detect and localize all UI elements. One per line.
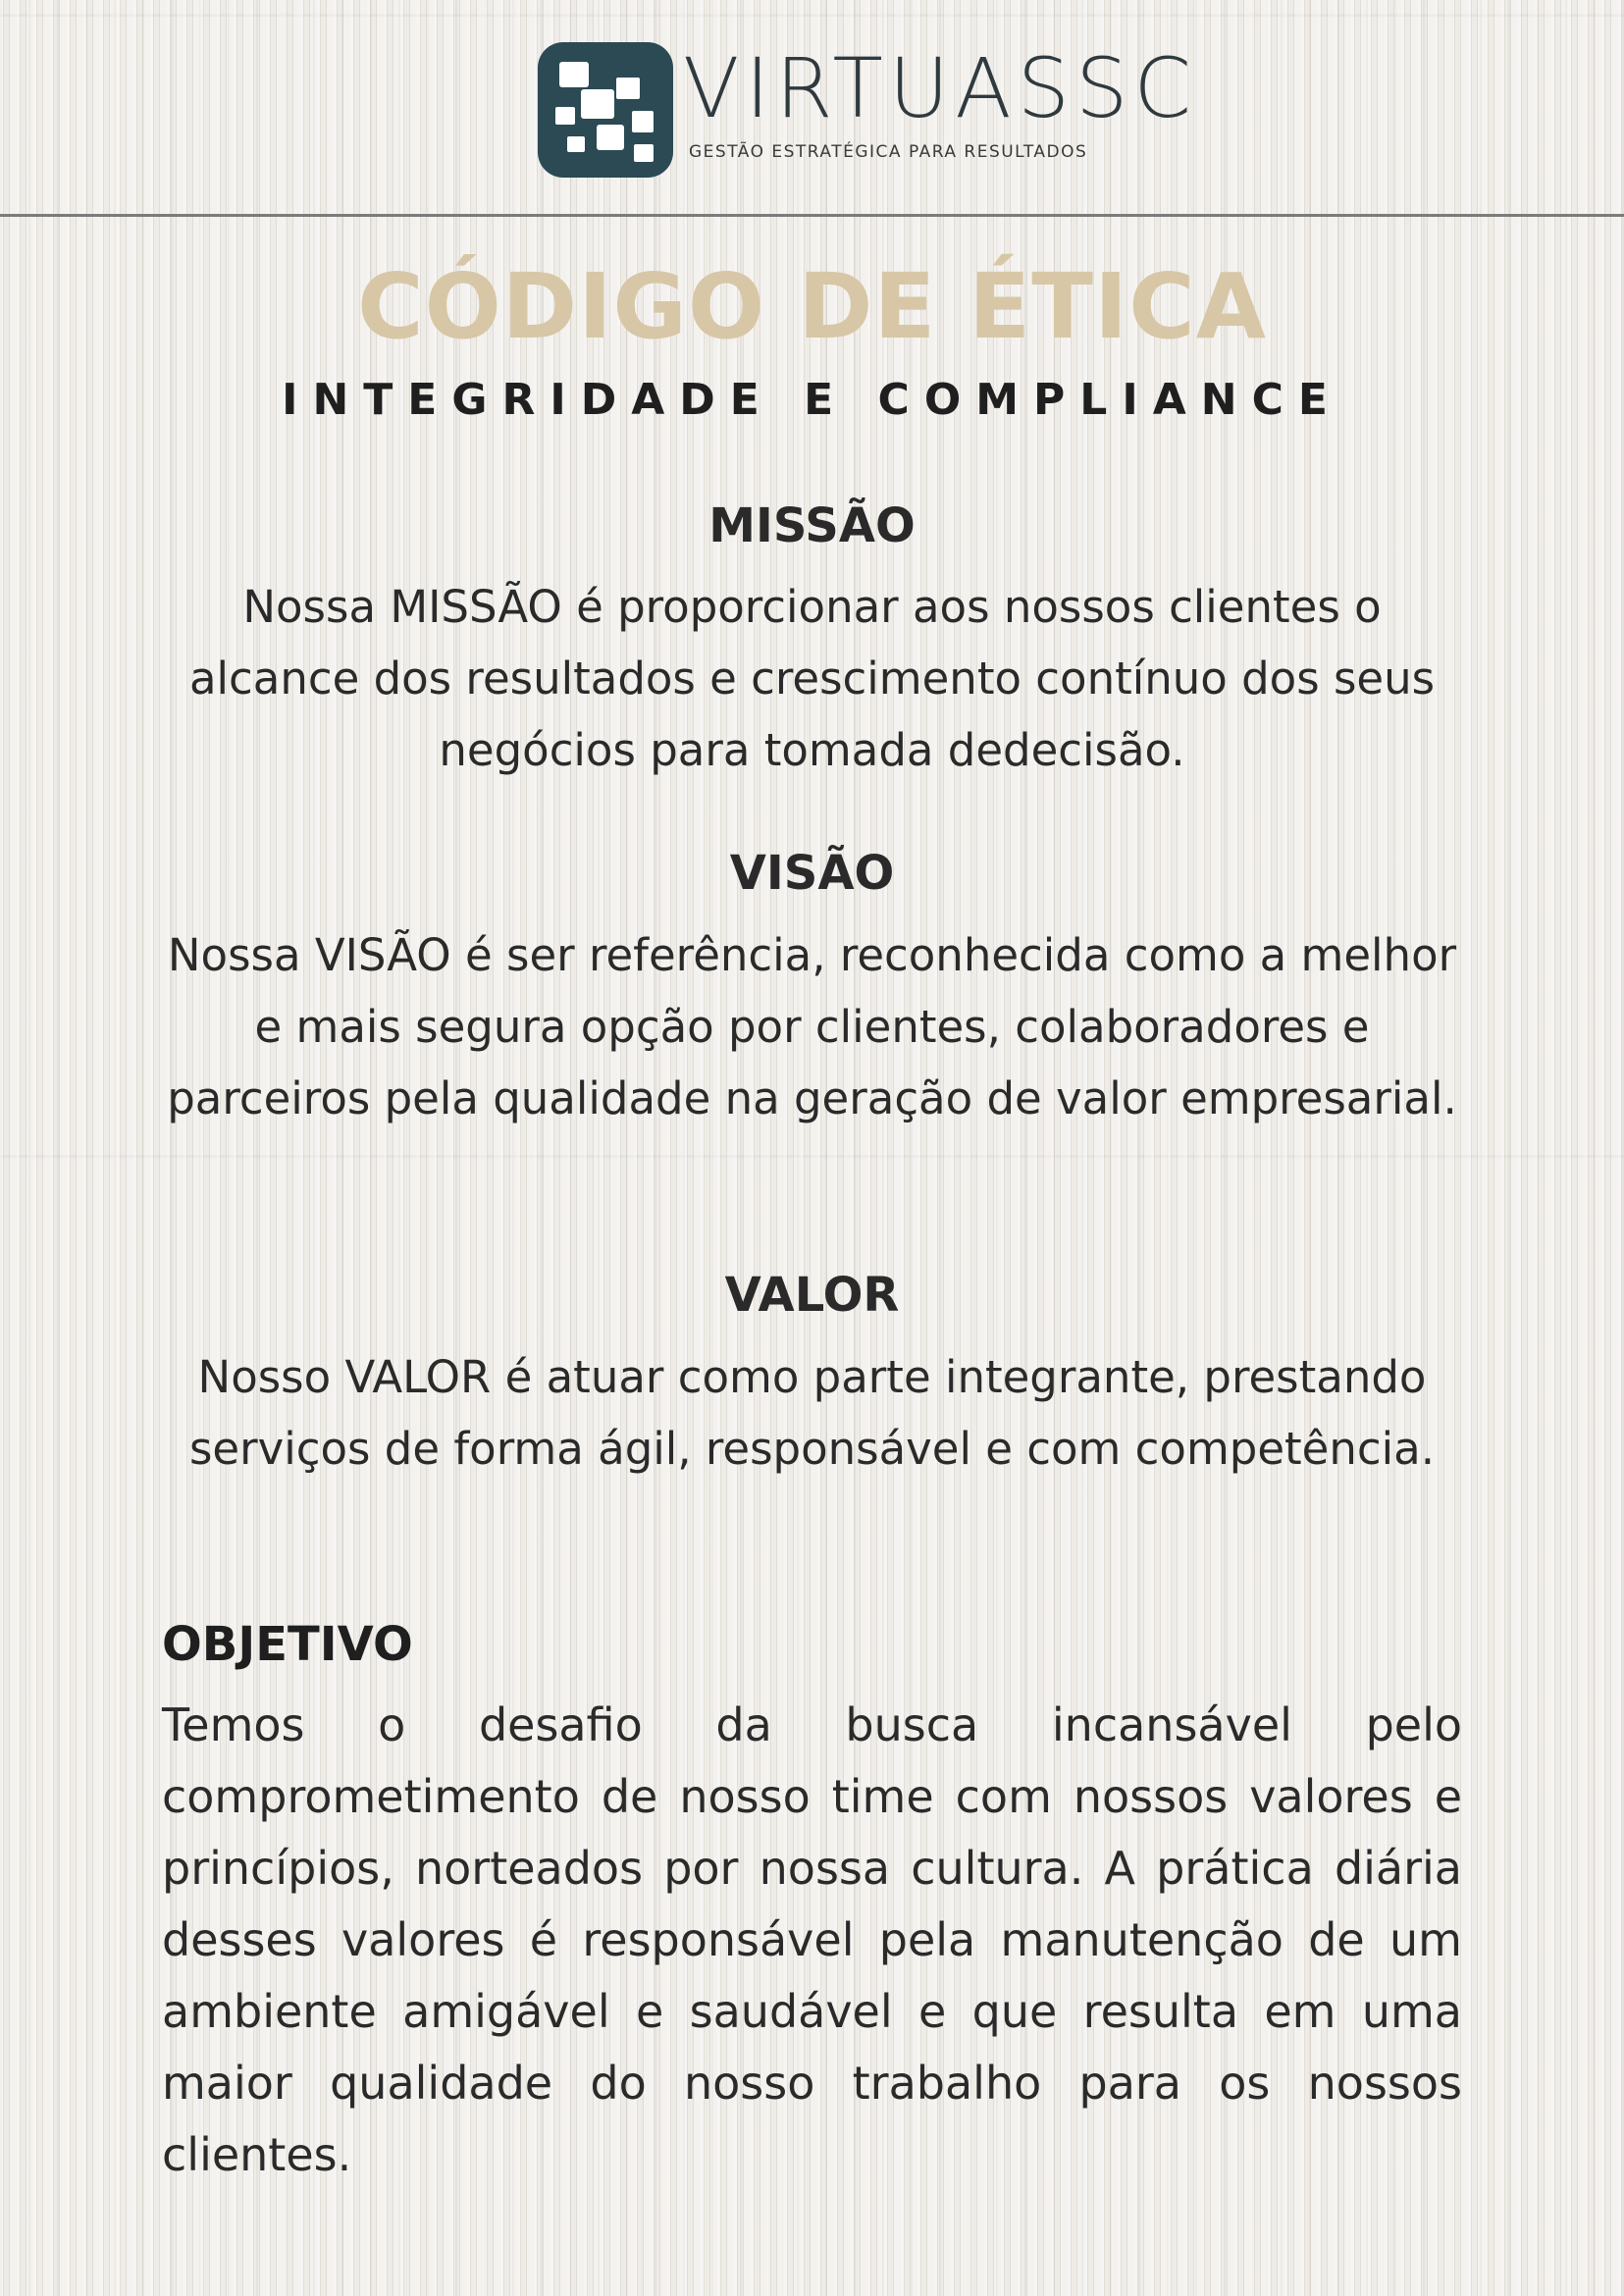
section-body-missao: Nossa MISSÃO é proporcionar aos nossos clientes o alcance dos resultados e crescimento contínuo dos seus negócios para tomada dedecisão. bbox=[188, 581, 1436, 776]
section-heading-visao: VISÃO bbox=[729, 846, 895, 901]
section-heading-objetivo: OBJETIVO bbox=[162, 1617, 413, 1672]
section-heading-valor: VALOR bbox=[724, 1268, 900, 1323]
section-heading-missao: MISSÃO bbox=[708, 498, 916, 553]
header-divider bbox=[0, 214, 1624, 217]
checker-squares-logo-icon bbox=[538, 42, 673, 178]
header bbox=[0, 0, 1624, 218]
document-title: CÓDIGO DE ÉTICA bbox=[357, 254, 1267, 359]
section-body-valor: Nosso VALOR é atuar como parte integrante, prestando serviços de forma ágil, responsável e com competência. bbox=[188, 1351, 1436, 1475]
brand-name: VIRTUASSC bbox=[683, 40, 1198, 136]
section-body-visao: Nossa VISÃO é ser referência, reconhecida como a melhor e mais segura opção por clientes, colaboradores e parceiros pela qualidade na geração de valor empresarial. bbox=[167, 929, 1457, 1124]
brand-tagline: GESTÃO ESTRATÉGICA PARA RESULTADOS bbox=[689, 142, 1088, 162]
document-subtitle: INTEGRIDADE E COMPLIANCE bbox=[282, 375, 1342, 425]
section-body-objetivo: Temos o desafio da busca incansável pelo comprometimento de nosso time com nossos valores e princípios, norteados por nossa cultura. A prática diária desses valores é responsável pela manutenção de um ambiente amigável e saudável e que resulta em uma maior qualidade do nosso trabalho para os nossos clientes. bbox=[162, 1698, 1462, 2181]
